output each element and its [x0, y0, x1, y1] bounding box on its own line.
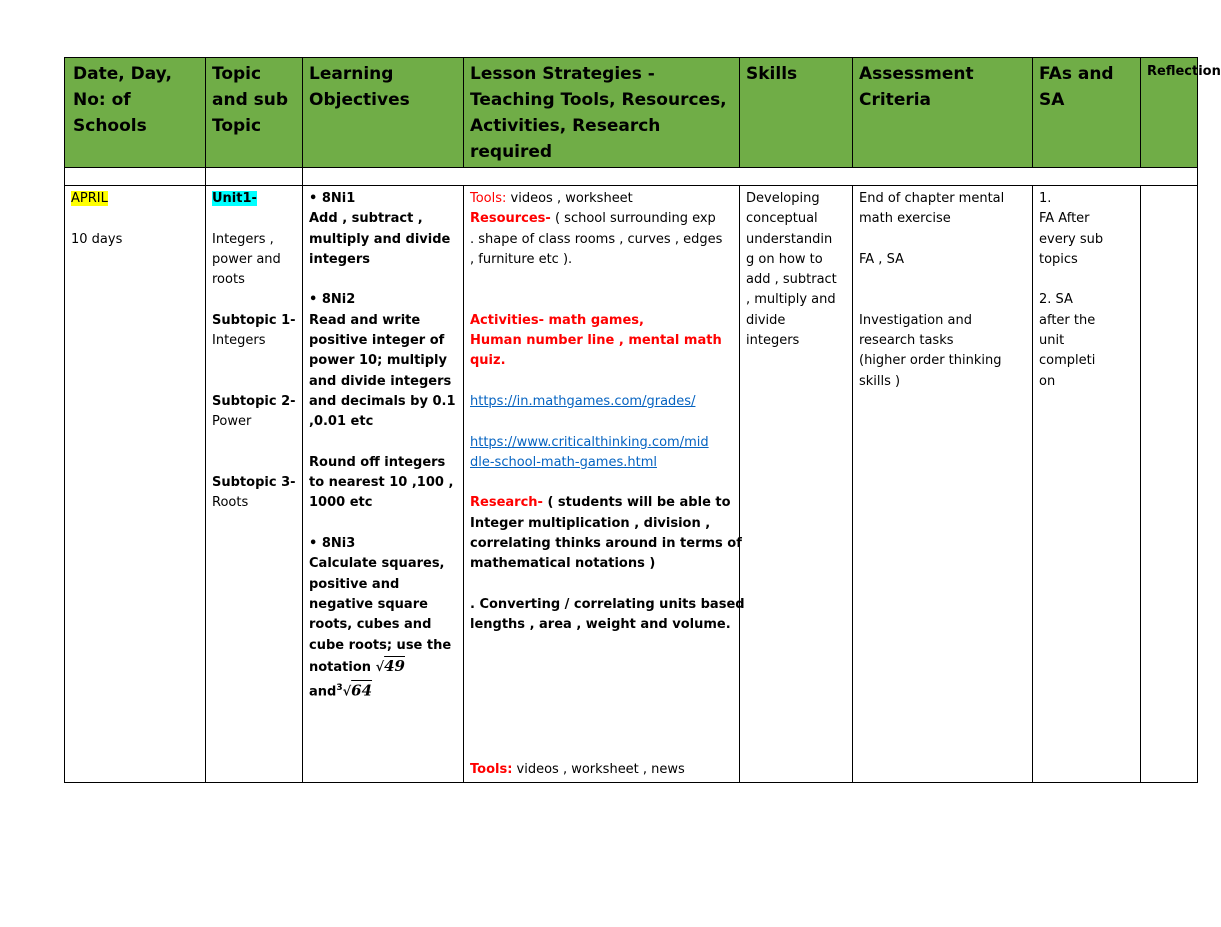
research-text: mathematical notations )	[470, 556, 656, 572]
objective-line: Add , subtract ,	[309, 211, 423, 227]
subtopic-3-name: Roots	[212, 495, 249, 511]
header-objectives: Learning Objectives	[303, 58, 464, 168]
content-row	[65, 186, 1198, 783]
skills-line: divide	[746, 312, 786, 328]
objective-line: and decimals by 0.1	[309, 393, 456, 409]
research-text: ( students will be able to	[542, 495, 731, 511]
fas-line: on	[1039, 373, 1056, 389]
skills-line: add , subtract	[746, 272, 837, 288]
assessment-line: skills )	[859, 373, 901, 389]
tools-text: videos , worksheet	[506, 191, 633, 206]
objective-line: and divide integers	[309, 373, 452, 389]
research-text: Integer multiplication , division ,	[470, 515, 711, 531]
converting-text: lengths , area , weight and volume.	[470, 617, 731, 633]
criticalthinking-link[interactable]: https://www.criticalthinking.com/mid	[470, 434, 709, 450]
month-label: APRIL	[71, 191, 108, 206]
fas-line: unit	[1039, 333, 1065, 349]
fas-line: after the	[1039, 312, 1096, 328]
objective-code: • 8Ni3	[309, 536, 356, 552]
sqrt-symbol: √	[375, 659, 385, 675]
strategies-cell	[464, 186, 745, 783]
skills-line: conceptual	[746, 211, 818, 227]
topic-cell	[206, 186, 303, 783]
unit-desc-line: Integers ,	[212, 231, 274, 247]
skills-line: understandin	[746, 231, 833, 247]
header-strategies: Lesson Strategies - Teaching Tools, Resources, Activities, Research required	[464, 58, 740, 168]
resources-text: ( school surrounding exp	[550, 211, 716, 227]
assessment-line: (higher order thinking	[859, 353, 1002, 369]
spacer-cell-1	[65, 168, 206, 186]
activities-line: Activities- math games,	[470, 312, 644, 328]
days-label: 10 days	[71, 231, 123, 247]
skills-line: Developing	[746, 191, 820, 206]
assessment-line: End of chapter mental	[859, 191, 1005, 206]
objective-code: • 8Ni1	[309, 191, 356, 206]
assessment-line: FA , SA	[859, 251, 904, 267]
spacer-cell-wide	[303, 168, 1198, 186]
objective-line: 1000 etc	[309, 495, 373, 511]
header-fas: FAs and SA	[1033, 58, 1141, 168]
bottom-tools-line	[470, 760, 685, 780]
assessment-cell	[853, 186, 1033, 783]
sqrt-notation-line	[309, 656, 457, 678]
objective-code: • 8Ni2	[309, 292, 356, 308]
subtopic-2-title: Subtopic 2-	[212, 393, 296, 409]
unit-desc-line: power and	[212, 251, 281, 267]
subtopic-3-title: Subtopic 3-	[212, 475, 296, 491]
resources-text: . shape of class rooms , curves , edges	[470, 231, 723, 247]
mathgames-link[interactable]: https://in.mathgames.com/grades/	[470, 393, 696, 409]
tools-text-2: videos , worksheet , news	[512, 761, 685, 777]
fas-cell	[1033, 186, 1141, 783]
cbrt-notation-line	[309, 678, 457, 700]
assessment-line: research tasks	[859, 333, 954, 349]
skills-line: integers	[746, 333, 800, 349]
objective-line: ,0.01 etc	[309, 414, 374, 430]
unit-desc-line: roots	[212, 272, 245, 288]
cbrt-index: 3	[336, 682, 343, 693]
date-cell	[65, 186, 206, 783]
research-label: Research-	[470, 495, 543, 511]
subtopic-2-name: Power	[212, 414, 252, 430]
objective-line: positive and	[309, 576, 400, 592]
fas-line: completi	[1039, 353, 1096, 369]
objective-line: cube roots; use the	[309, 637, 452, 653]
research-text: correlating thinks around in terms of	[470, 536, 742, 552]
resources-text: , furniture etc ).	[470, 251, 573, 267]
resources-label: Resources-	[470, 211, 551, 227]
assessment-line: math exercise	[859, 211, 951, 227]
skills-line: g on how to	[746, 251, 823, 267]
sqrt-value: 49	[384, 656, 405, 675]
unit-label: Unit1-	[212, 191, 257, 206]
subtopic-1-title: Subtopic 1-	[212, 312, 296, 328]
lesson-plan-table	[64, 57, 1221, 783]
fas-line: 1.	[1039, 191, 1052, 206]
criticalthinking-link-cont[interactable]: dle-school-math-games.html	[470, 454, 657, 470]
objective-line: positive integer of	[309, 333, 445, 349]
objectives-cell	[303, 186, 464, 783]
header-row	[65, 58, 1198, 168]
fas-line: FA After	[1039, 211, 1090, 227]
objective-line: negative square	[309, 596, 428, 612]
and-label: and	[309, 684, 337, 700]
spacer-cell-2	[206, 168, 303, 186]
tools-label: Tools:	[470, 191, 507, 206]
reflection-cell	[1141, 186, 1198, 783]
objective-line: roots, cubes and	[309, 617, 432, 633]
notation-label: notation	[309, 659, 372, 675]
activities-line: quiz.	[470, 353, 506, 369]
activities-line: Human number line , mental math	[470, 333, 722, 349]
fas-line: topics	[1039, 251, 1078, 267]
converting-text: . Converting / correlating units based	[470, 596, 745, 612]
skills-line: , multiply and	[746, 292, 836, 308]
objective-line: multiply and divide	[309, 231, 451, 247]
skills-cell	[740, 186, 853, 783]
spacer-row	[65, 168, 1198, 186]
objective-line: Round off integers	[309, 454, 446, 470]
tools-label-2: Tools:	[470, 761, 513, 777]
objective-line: power 10; multiply	[309, 353, 447, 369]
assessment-line: Investigation and	[859, 312, 972, 328]
header-topic: Topic and sub Topic	[206, 58, 303, 168]
header-reflection: Reflection	[1141, 58, 1198, 168]
cbrt-value: 64	[351, 681, 373, 700]
fas-line: every sub	[1039, 231, 1104, 247]
subtopic-1-name: Integers	[212, 333, 266, 349]
objective-line: Read and write	[309, 312, 421, 328]
cbrt-symbol: √	[342, 684, 352, 700]
header-date: Date, Day, No: of Schools	[65, 58, 206, 168]
fas-line: 2. SA	[1039, 292, 1073, 308]
objective-line: Calculate squares,	[309, 556, 445, 572]
objective-line: to nearest 10 ,100 ,	[309, 475, 454, 491]
header-assessment: Assessment Criteria	[853, 58, 1033, 168]
objective-line: integers	[309, 251, 371, 267]
header-skills: Skills	[740, 58, 853, 168]
